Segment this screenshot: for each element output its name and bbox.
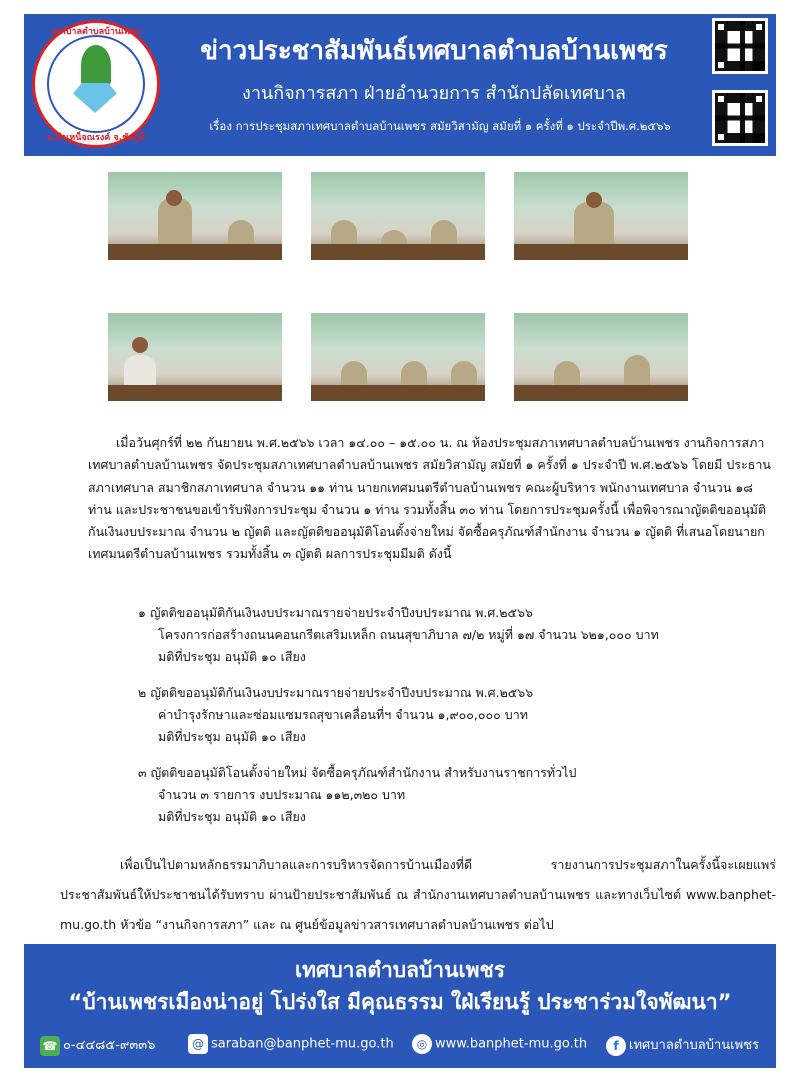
qr-corner (715, 59, 727, 71)
resolution-item-1 (138, 602, 659, 668)
meeting-photo (514, 313, 688, 401)
globe-icon: ◎ (412, 1034, 432, 1054)
footer-banner (24, 944, 776, 1068)
resolution-detail: โครงการก่อสร้างถนนคอนกรีตเสริมเหล็ก ถนนสุขาภิบาล ๗/๒ หมู่ที่ ๑๗ จำนวน ๖๒๑,๐๐๐ บาท (158, 627, 659, 642)
municipality-logo (32, 20, 160, 148)
qr-corner (715, 21, 727, 33)
meeting-photo (311, 172, 485, 260)
photo-gallery (108, 172, 678, 404)
intro-paragraph: เมื่อวันศุกร์ที่ ๒๒ กันยายน พ.ศ.๒๕๖๖ เวลา ๑๔.๐๐ – ๑๕.๐๐ น. ณ ห้องประชุมสภาเทศบาลตำบลบ้านเพชร งานกิจการสภาเทศบาลตำบลบ้านเพชร จัดประชุมสภาเทศบาลตำบลบ้านเพชร สมัยวิสามัญ สมัยที่ ๑ ครั้งที่ ๑ ประจำปี พ.ศ.๒๕๖๖ โดยมี ประธานสภาเทศบาล สมาชิกสภาเทศบาล จำนวน ๑๑ ท่าน นายกเทศมนตรีตำบลบ้านเพชร คณะผู้บริหาร พนักงานเทศบาล จำนวน ๑๘ ท่าน และประชาชนขอเข้ารับฟังการประชุม จำนวน ๑ ท่าน รวมทั้งสิ้น ๓๐ ท่าน โดยการประชุมครั้งนี้ เพื่อพิจารณาญัตติขออนุมัติกันเงินงบประมาณ จำนวน ๒ ญัตติ และญัตติขออนุมัติโอนตั้งจ่ายใหม่ จัดซื้อครุภัณฑ์สำนักงาน จำนวน ๑ ญัตติ ที่เสนอโดยนายกเทศมนตรีตำบลบ้านเพชร รวมทั้งสิ้น ๓ ญัตติ ผลการประชุมมีมติ ดังนี้ (88, 435, 771, 562)
phone-number: ๐-๔๔๘๕-๙๓๓๖ (63, 1038, 156, 1053)
meeting-photo (108, 313, 282, 401)
resolution-detail: ค่าบำรุงรักษาและซ่อมแซมรถสุขาเคลื่อนที่ฯ จำนวน ๑,๙๐๐,๐๐๐ บาท (158, 707, 528, 722)
desk (311, 244, 485, 260)
logo-text-top: เทศบาลตำบลบ้านเพชร (51, 27, 141, 37)
email-icon: @ (188, 1034, 208, 1054)
resolution-vote: มติที่ประชุม อนุมัติ ๑๐ เสียง (158, 729, 306, 744)
phone-icon: ☎ (40, 1036, 60, 1056)
footer-motto: “บ้านเพชรเมืองน่าอยู่ โปร่งใส มีคุณธรรม ใฝ่เรียนรู้ ประชาร่วมใจพัฒนา” (68, 990, 732, 1014)
email-address: saraban@banphet-mu.go.th (211, 1036, 394, 1052)
logo-plant-icon (81, 45, 111, 85)
website-url: www.banphet-mu.go.th (435, 1036, 588, 1052)
qr-corner (715, 93, 727, 105)
contact-facebook[interactable] (606, 1034, 759, 1056)
facebook-page: เทศบาลตำบลบ้านเพชร (629, 1038, 759, 1053)
resolution-vote: มติที่ประชุม อนุมัติ ๑๐ เสียง (158, 649, 306, 664)
contact-website[interactable] (412, 1034, 587, 1054)
desk (514, 385, 688, 401)
contact-phone[interactable] (40, 1034, 155, 1056)
header-banner (24, 14, 776, 156)
meeting-photo (514, 172, 688, 260)
qr-code-icon[interactable] (712, 18, 768, 74)
resolution-title: ๓ ญัตติขออนุมัติโอนตั้งจ่ายใหม่ จัดซื้อครุภัณฑ์สำนักงาน สำหรับงานราชการทั่วไป (138, 765, 577, 780)
desk (108, 385, 282, 401)
page-subtitle: งานกิจการสภา ฝ่ายอำนวยการ สำนักปลัดเทศบาล (242, 83, 626, 104)
qr-corner (715, 131, 727, 143)
qr-code-icon[interactable] (712, 90, 768, 146)
person-head (586, 192, 602, 208)
desk (514, 244, 688, 260)
resolution-item-2 (138, 682, 533, 748)
desk (311, 385, 485, 401)
person-head (166, 190, 182, 206)
contact-email[interactable] (188, 1034, 394, 1054)
person-head (132, 337, 148, 353)
news-topic: เรื่อง การประชุมสภาเทศบาลตำบลบ้านเพชร สมัยวิสามัญ สมัยที่ ๑ ครั้งที่ ๑ ประจำปีพ.ศ.๒๕๖๖ (209, 119, 671, 133)
closing-paragraph (60, 850, 776, 940)
qr-corner (753, 93, 765, 105)
closing-text: เพื่อเป็นไปตามหลักธรรมาภิบาลและการบริหารจัดการบ้านเมืองที่ดี รายงานการประชุมสภาในครั้งนี้จะเผยแพร่ประชาสัมพันธ์ให้ประชาชนได้รับทราบ ผ่านป้ายประชาสัมพันธ์ ณ สำนักงานเทศบาลตำบลบ้านเพชร และทางเว็บไซต์ www.banphet-mu.go.th หัวข้อ “งานกิจการสภา” และ ณ ศูนย์ข้อมูลข่าวสารเทศบาลตำบลบ้านเพชร ต่อไป (60, 857, 776, 932)
page-title: ข่าวประชาสัมพันธ์เทศบาลตำบลบ้านเพชร (200, 36, 668, 66)
resolution-title: ๑ ญัตติขออนุมัติกันเงินงบประมาณรายจ่ายประจำปีงบประมาณ พ.ศ.๒๕๖๖ (138, 605, 533, 620)
footer-org-name: เทศบาลตำบลบ้านเพชร (295, 958, 505, 982)
desk (108, 244, 282, 260)
resolution-title: ๒ ญัตติขออนุมัติกันเงินงบประมาณรายจ่ายประจำปีงบประมาณ พ.ศ.๒๕๖๖ (138, 685, 534, 700)
resolution-detail: จำนวน ๓ รายการ งบประมาณ ๑๑๒,๓๒๐ บาท (158, 787, 406, 802)
resolution-item-3 (138, 762, 576, 828)
meeting-photo (311, 313, 485, 401)
meeting-photo (108, 172, 282, 260)
qr-corner (753, 21, 765, 33)
footer-contacts (40, 1032, 760, 1058)
logo-text-bottom: อ.บำเหน็จณรงค์ จ.ชัยภูมิ (46, 133, 146, 143)
facebook-icon: f (606, 1036, 626, 1056)
resolution-vote: มติที่ประชุม อนุมัติ ๑๐ เสียง (158, 809, 306, 824)
article-body (88, 432, 778, 566)
